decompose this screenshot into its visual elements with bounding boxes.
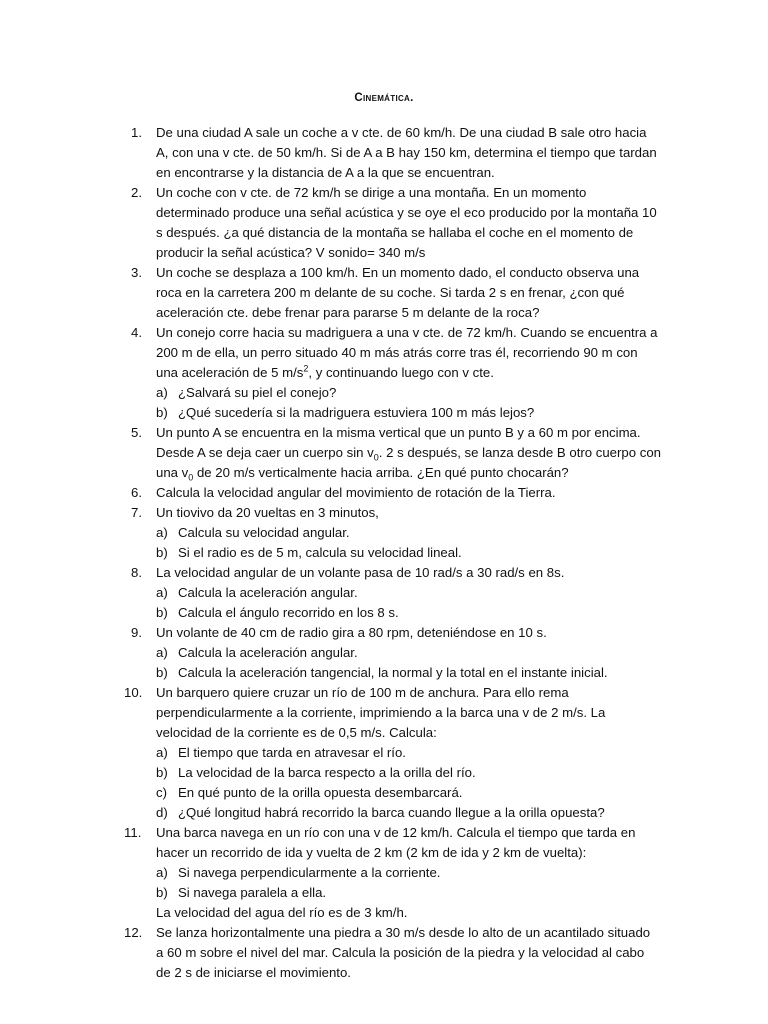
exercise-item bbox=[124, 923, 661, 983]
subitem-text: Calcula la aceleración tangencial, la normal y la total en el instante inicial. bbox=[178, 665, 608, 680]
subitem-text: Calcula su velocidad angular. bbox=[178, 525, 350, 540]
subitem-label: a) bbox=[156, 745, 168, 760]
exercise-item bbox=[131, 183, 661, 263]
exercise-text bbox=[156, 423, 661, 483]
subitem-text: Si navega perpendicularmente a la corriente. bbox=[178, 865, 441, 880]
subitem-text: ¿Qué sucedería si la madriguera estuviera 100 m más lejos? bbox=[178, 405, 535, 420]
exercise-number: 6. bbox=[131, 485, 142, 500]
exercise-text-part: , y continuando luego con v cte. bbox=[308, 365, 494, 380]
exercise-text bbox=[156, 323, 661, 383]
exercise-item bbox=[131, 123, 661, 183]
subitem-label: a) bbox=[156, 585, 168, 600]
subitem-text: Si el radio es de 5 m, calcula su velocidad lineal. bbox=[178, 545, 462, 560]
subscript: 0 bbox=[373, 452, 379, 463]
subitem-label: b) bbox=[156, 665, 168, 680]
exercise-number: 7. bbox=[131, 505, 142, 520]
subitem bbox=[156, 663, 661, 683]
exercise-item bbox=[131, 563, 661, 623]
subitem bbox=[156, 583, 661, 603]
subitem-label: a) bbox=[156, 645, 168, 660]
exercise-text: Calcula la velocidad angular del movimiento de rotación de la Tierra. bbox=[156, 485, 556, 500]
exercise-number: 4. bbox=[131, 325, 142, 340]
exercise-item bbox=[124, 683, 661, 823]
subitem-label: b) bbox=[156, 545, 168, 560]
exercise-text: Un barquero quiere cruzar un río de 100 m de anchura. Para ello rema perpendicularmente a la corriente, imprimiendo a la barca una v de 2 m/s. La velocidad de la corriente es de 0,5 m/s. Calcula: bbox=[156, 685, 606, 740]
subitem-label: b) bbox=[156, 885, 168, 900]
subitem-text: En qué punto de la orilla opuesta desembarcará. bbox=[178, 785, 463, 800]
subitem bbox=[156, 523, 661, 543]
exercise-item bbox=[131, 263, 661, 323]
exercise-number: 3. bbox=[131, 265, 142, 280]
exercise-number: 5. bbox=[131, 425, 142, 440]
exercise-text: La velocidad angular de un volante pasa de 10 rad/s a 30 rad/s en 8s. bbox=[156, 565, 565, 580]
subitem bbox=[156, 643, 661, 663]
subitem-text: Calcula el ángulo recorrido en los 8 s. bbox=[178, 605, 399, 620]
exercise-text-part: de 20 m/s verticalmente hacia arriba. ¿En qué punto chocarán? bbox=[193, 465, 569, 480]
subitem-label: a) bbox=[156, 525, 168, 540]
exercise-item bbox=[131, 503, 661, 563]
exercise-text: De una ciudad A sale un coche a v cte. de 60 km/h. De una ciudad B sale otro hacia A, con una v cte. de 50 km/h. Si de A a B hay 150 km, determina el tiempo que tardan en encontrarse y la distancia de A a la que se encuentran. bbox=[156, 125, 657, 180]
exercise-number: 12. bbox=[124, 925, 143, 940]
subitem bbox=[156, 803, 661, 823]
exercise-text: Un coche se desplaza a 100 km/h. En un momento dado, el conducto observa una roca en la carretera 200 m delante de su coche. Si tarda 2 s en frenar, ¿con qué aceleración cte. debe frenar para pararse 5 m delante de la roca? bbox=[156, 265, 640, 320]
exercise-text: Un tiovivo da 20 vueltas en 3 minutos, bbox=[156, 505, 379, 520]
exercise-text: Un coche con v cte. de 72 km/h se dirige a una montaña. En un momento determinado produce una señal acústica y se oye el eco producido por la montaña 10 s después. ¿a qué distancia de la montaña se hallaba el coche en el momento de producir la señal acústica? V sonido= 340 m/s bbox=[156, 185, 657, 260]
exercise-text: Un volante de 40 cm de radio gira a 80 rpm, deteniéndose en 10 s. bbox=[156, 625, 547, 640]
subitem-text: Calcula la aceleración angular. bbox=[178, 645, 358, 660]
exercise-text-part: . 2 s después, se lanza desde B otro cuerpo con una v bbox=[156, 445, 661, 480]
exercise-number: 1. bbox=[131, 125, 142, 140]
subitem-text: La velocidad de la barca respecto a la orilla del río. bbox=[178, 765, 476, 780]
subitem-text: Si navega paralela a ella. bbox=[178, 885, 327, 900]
subitem-label: b) bbox=[156, 405, 168, 420]
exponent: 2 bbox=[303, 363, 309, 374]
exercise-text: Se lanza horizontalmente una piedra a 30 m/s desde lo alto de un acantilado situado a 60 m sobre el nivel del mar. Calcula la posición de la piedra y la velocidad al cabo de 2 s de iniciarse el movimiento. bbox=[156, 925, 651, 980]
subitem bbox=[156, 603, 661, 623]
subitem bbox=[156, 403, 661, 423]
subitem bbox=[156, 883, 661, 903]
subitem-label: a) bbox=[156, 865, 168, 880]
exercise-number: 11. bbox=[124, 825, 142, 840]
exercise-item bbox=[131, 623, 661, 683]
subitem bbox=[156, 543, 661, 563]
exercise-text: Una barca navega en un río con una v de 12 km/h. Calcula el tiempo que tarda en hacer un recorrido de ida y vuelta de 2 km (2 km de ida y 2 km de vuelta): bbox=[156, 825, 636, 860]
exercise-number: 8. bbox=[131, 565, 142, 580]
subitem-text: ¿Qué longitud habrá recorrido la barca cuando llegue a la orilla opuesta? bbox=[178, 805, 605, 820]
exercise-text-part: Un conejo corre hacia su madriguera a una v cte. de 72 km/h. Cuando se encuentra a 200 m de ella, un perro situado 40 m más atrás corre tras él, recorriendo 90 m con una aceleración de 5 m/s bbox=[156, 325, 658, 380]
subitem-text: ¿Salvará su piel el conejo? bbox=[178, 385, 337, 400]
subitem bbox=[156, 743, 661, 763]
subscript: 0 bbox=[188, 472, 194, 483]
subitem-label: d) bbox=[156, 805, 168, 820]
exercise-number: 10. bbox=[124, 685, 143, 700]
exercise-item bbox=[131, 423, 661, 483]
subitem bbox=[156, 383, 661, 403]
exercise-text-part: Un punto A se encuentra en la misma vertical que un punto B y a 60 m por encima. Desde A se deja caer un cuerpo sin v bbox=[156, 425, 641, 460]
subitem-text: El tiempo que tarda en atravesar el río. bbox=[178, 745, 406, 760]
subitem bbox=[156, 863, 661, 883]
subitem-label: a) bbox=[156, 385, 168, 400]
exercise-number: 9. bbox=[131, 625, 142, 640]
exercise-number: 2. bbox=[131, 185, 142, 200]
subitem bbox=[156, 783, 661, 803]
subitem-label: c) bbox=[156, 785, 167, 800]
subitem-label: b) bbox=[156, 605, 168, 620]
exercise-item bbox=[131, 323, 661, 423]
subitem-label: b) bbox=[156, 765, 168, 780]
exercise-note: La velocidad del agua del río es de 3 km/h. bbox=[156, 905, 408, 920]
subitem bbox=[156, 763, 661, 783]
exercise-list bbox=[124, 123, 661, 983]
exercise-item bbox=[131, 483, 661, 503]
subitem-text: Calcula la aceleración angular. bbox=[178, 585, 358, 600]
exercise-item bbox=[124, 823, 661, 923]
page-title: Cinemática. bbox=[354, 92, 414, 104]
